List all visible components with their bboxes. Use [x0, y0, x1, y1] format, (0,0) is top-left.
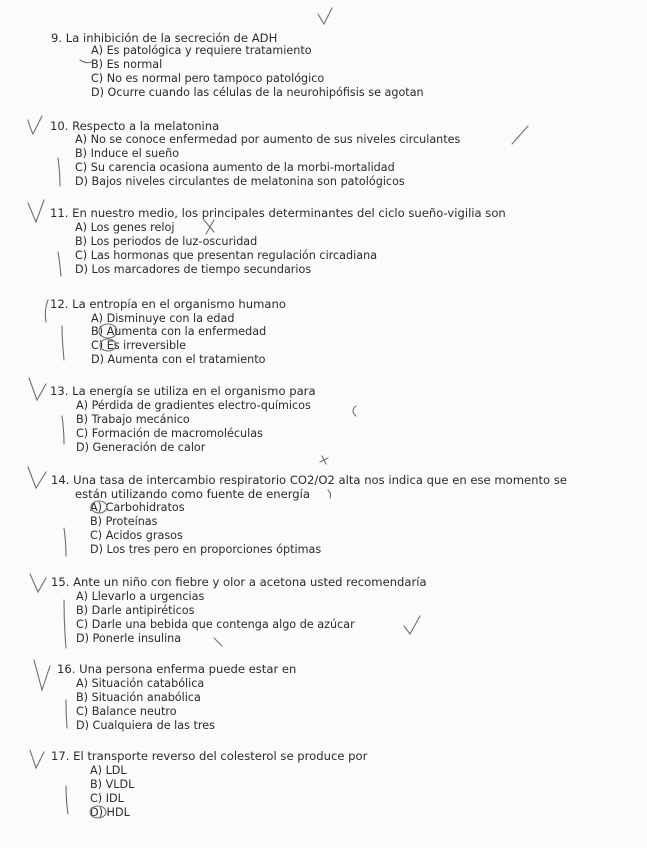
- option-c: C) Es irreversible: [91, 339, 187, 352]
- option-d: D) HDL: [90, 806, 130, 819]
- option-b: B) Aumenta con la enfermedad: [91, 325, 267, 338]
- check-mark: [28, 200, 44, 222]
- pencil-stroke: [64, 528, 66, 556]
- option-d: D) Bajos niveles circulantes de melatonina son patológicos: [75, 175, 405, 188]
- option-b: B) Situación anabólica: [76, 691, 201, 704]
- option-c: C) Darle una bebida que contenga algo de azúcar: [76, 618, 355, 631]
- check-mark: [34, 660, 50, 690]
- option-b: B) Trabajo mecánico: [76, 413, 190, 426]
- option-a: A) Los genes reloj: [75, 221, 175, 234]
- check-mark: [30, 574, 46, 592]
- pencil-stroke: [320, 456, 328, 464]
- option-b: B) VLDL: [90, 778, 135, 791]
- option-a: A) Situación catabólica: [76, 677, 205, 690]
- question-stem: 16. Una persona enferma puede estar en: [57, 662, 297, 676]
- option-c: C) Formación de macromoléculas: [76, 427, 263, 440]
- check-mark: [318, 8, 332, 24]
- question-stem: 11. En nuestro medio, los principales determinantes del ciclo sueño-vigilia son: [50, 206, 506, 220]
- option-a: A) LDL: [90, 764, 127, 777]
- option-c: C) No es normal pero tampoco patológico: [91, 72, 325, 85]
- question-stem-continuation: están utilizando como fuente de energía: [75, 487, 310, 501]
- question-stem: 14. Una tasa de intercambio respiratorio CO2/O2 alta nos indica que en ese momento se: [51, 473, 568, 487]
- option-d: D) Los marcadores de tiempo secundarios: [75, 263, 312, 276]
- option-d: D) Ponerle insulina: [76, 632, 182, 645]
- option-a: A) Pérdida de gradientes electro-químicos: [76, 399, 311, 412]
- slash-mark: [214, 638, 222, 646]
- check-mark: [28, 116, 42, 134]
- question-stem: 12. La entropía en el organismo humano: [50, 297, 286, 311]
- option-d: D) Cualquiera de las tres: [76, 719, 215, 732]
- bracket-mark: [45, 300, 48, 322]
- slash-mark: [512, 126, 528, 144]
- question-stem: 10. Respecto a la melatonina: [50, 119, 220, 133]
- question-stem: 13. La energía se utiliza en el organismo para: [50, 384, 316, 398]
- check-mark: [30, 750, 44, 768]
- option-d: D) Generación de calor: [76, 441, 206, 454]
- question-stem: 15. Ante un niño con fiebre y olor a acetona usted recomendaría: [51, 575, 427, 589]
- option-a: A) Carbohidratos: [90, 501, 185, 514]
- option-a: A) No se conoce enfermedad por aumento de sus niveles circulantes: [75, 133, 461, 146]
- option-a: A) Disminuye con la edad: [91, 312, 235, 325]
- option-b: B) Los periodos de luz-oscuridad: [75, 235, 258, 248]
- pencil-stroke: [328, 490, 331, 498]
- option-d: D) Ocurre cuando las células de la neurohipófisis se agotan: [91, 86, 424, 99]
- check-mark: [404, 616, 420, 634]
- option-c: C) Acidos grasos: [90, 529, 183, 542]
- option-c: C) Las hormonas que presentan regulación circadiana: [75, 249, 378, 262]
- option-c: C) IDL: [90, 792, 124, 805]
- option-a: A) Es patológica y requiere tratamiento: [91, 44, 312, 57]
- cross-mark: [204, 220, 214, 234]
- option-d: D) Aumenta con el tratamiento: [91, 353, 266, 366]
- option-d: D) Los tres pero en proporciones óptimas: [90, 543, 322, 556]
- pencil-stroke: [64, 600, 66, 648]
- question-stem: 17. El transporte reverso del colesterol se produce por: [51, 749, 368, 763]
- pencil-stroke: [62, 416, 64, 444]
- option-b: B) Darle antipiréticos: [76, 604, 195, 617]
- check-mark: [29, 378, 46, 400]
- option-a: A) Llevarlo a urgencias: [76, 590, 205, 603]
- option-b: B) Proteínas: [90, 515, 158, 528]
- option-b: B) Induce el sueño: [75, 147, 180, 160]
- pencil-stroke: [353, 406, 356, 416]
- pencil-stroke: [66, 700, 67, 728]
- option-c: C) Balance neutro: [76, 705, 177, 718]
- check-mark: [28, 467, 46, 488]
- option-c: C) Su carencia ocasiona aumento de la morbi-mortalidad: [75, 161, 395, 174]
- pencil-stroke: [58, 158, 60, 186]
- pencil-stroke: [66, 786, 68, 814]
- option-b: B) Es normal: [91, 58, 163, 71]
- question-stem: 9. La inhibición de la secreción de ADH: [51, 31, 278, 45]
- pencil-stroke: [62, 326, 64, 360]
- pencil-stroke: [58, 252, 61, 276]
